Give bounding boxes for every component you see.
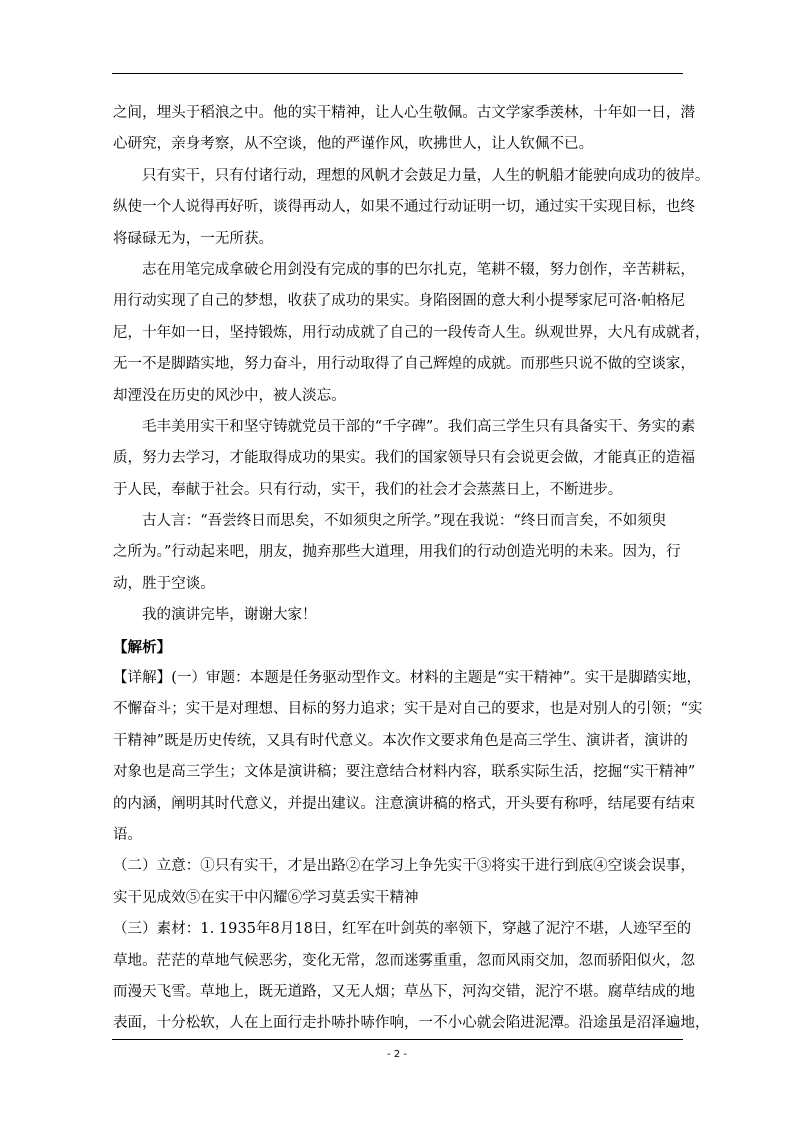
text-line: 语。 bbox=[113, 826, 143, 843]
text-line: 用行动实现了自己的梦想，收获了成功的果实。身陷囹圄的意大利小提琴家尼可洛·帕格尼 bbox=[113, 293, 686, 310]
text-line: 于人民，奉献于社会。只有行动，实干，我们的社会才会蒸蒸日上，不断进步。 bbox=[113, 481, 623, 498]
text-line: 不懈奋斗；实干是对理想、目标的努力追求；实干是对自己的要求，也是对别人的引领；“实 bbox=[113, 701, 703, 718]
text-line: 而漫天飞雪。草地上，既无道路，又无人烟；草丛下，河沟交错，泥泞不堪。腐草结成的地 bbox=[113, 983, 695, 1000]
text-line: 只有实干，只有付诸行动，理想的风帆才会鼓足力量，人生的帆船才能驶向成功的彼岸。 bbox=[142, 167, 710, 184]
text-line: 草地。茫茫的草地气候恶劣，变化无常，忽而迷雾重重，忽而风雨交加，忽而骄阳似火，忽 bbox=[113, 952, 695, 969]
text-line: 毛丰美用实干和坚守铸就党员干部的“千字碑”。我们高三学生只有具备实干、务实的素 bbox=[142, 418, 696, 435]
text-line: 却湮没在历史的风沙中，被人淡忘。 bbox=[113, 387, 346, 404]
text-line: 无一不是脚踏实地，努力奋斗，用行动取得了自己辉煌的成就。而那些只说不做的空谈家， bbox=[113, 356, 695, 373]
page-number: - 2 - bbox=[387, 1049, 407, 1060]
text-line: （三）素材：1. 1935年8月18日，红军在叶剑英的率领下，穿越了泥泞不堪，人迹罕至的 bbox=[113, 921, 692, 938]
text-line: 干精神”既是历史传统，又具有时代意义。本次作文要求角色是高三学生、演讲者，演讲的 bbox=[113, 732, 688, 749]
text-line: 实干见成效⑤在实干中闪耀⑥学习莫丢实干精神 bbox=[113, 889, 419, 906]
text-line: 古人言：“吾尝终日而思矣，不如须臾之所学。”现在我说：“终日而言矣，不如须臾 bbox=[142, 513, 667, 530]
document-body bbox=[113, 98, 710, 1040]
text-line: 【解析】 bbox=[113, 638, 172, 656]
text-line: 之所为。”行动起来吧，朋友，抛弃那些大道理，用我们的行动创造光明的未来。因为，行 bbox=[113, 544, 681, 561]
text-line: 志在用笔完成拿破仑用剑没有完成的事的巴尔扎克，笔耕不辍，努力创作，辛苦耕耘， bbox=[142, 261, 695, 278]
text-line: 将碌碌无为，一无所获。 bbox=[113, 230, 274, 247]
text-line: 之间，埋头于稻浪之中。他的实干精神，让人心生敬佩。古文学家季羡林，十年如一日，潜 bbox=[113, 105, 695, 121]
text-line: 质，努力去学习，才能取得成功的果实。我们的国家领导只有会说更会做，才能真正的造福 bbox=[113, 450, 695, 467]
text-line: 我的演讲完毕，谢谢大家！ bbox=[142, 607, 317, 624]
text-line: 表面，十分松软，人在上面行走扑哧扑哧作响，一不小心就会陷进泥潭。沿途虽是沼泽遍地， bbox=[113, 1015, 710, 1032]
header-rule bbox=[112, 73, 683, 74]
footer-rule bbox=[112, 1039, 683, 1040]
text-line: 的内涵，阐明其时代意义，并提出建议。注意演讲稿的格式，开头要有称呼，结尾要有结束 bbox=[113, 795, 695, 812]
text-line: 尼，十年如一日，坚持锻炼，用行动成就了自己的一段传奇人生。纵观世界，大凡有成就者， bbox=[113, 324, 710, 341]
text-line: 动，胜于空谈。 bbox=[113, 575, 215, 592]
text-line: 【详解】(一）审题：本题是任务驱动型作文。材料的主题是“实干精神”。实干是脚踏实地， bbox=[113, 670, 702, 687]
text-line: （二）立意：①只有实干，才是出路②在学习上争先实干③将实干进行到底④空谈会误事， bbox=[113, 858, 695, 875]
text-line: 对象也是高三学生；文体是演讲稿；要注意结合材料内容，联系实际生活，挖掘“实干精神” bbox=[113, 764, 696, 781]
text-line: 心研究，亲身考察，从不空谈，他的严谨作风，吹拂世人，让人钦佩不已。 bbox=[113, 136, 594, 153]
text-line: 纵使一个人说得再好听，谈得再动人，如果不通过行动证明一切，通过实干实现目标，也终 bbox=[113, 199, 695, 216]
